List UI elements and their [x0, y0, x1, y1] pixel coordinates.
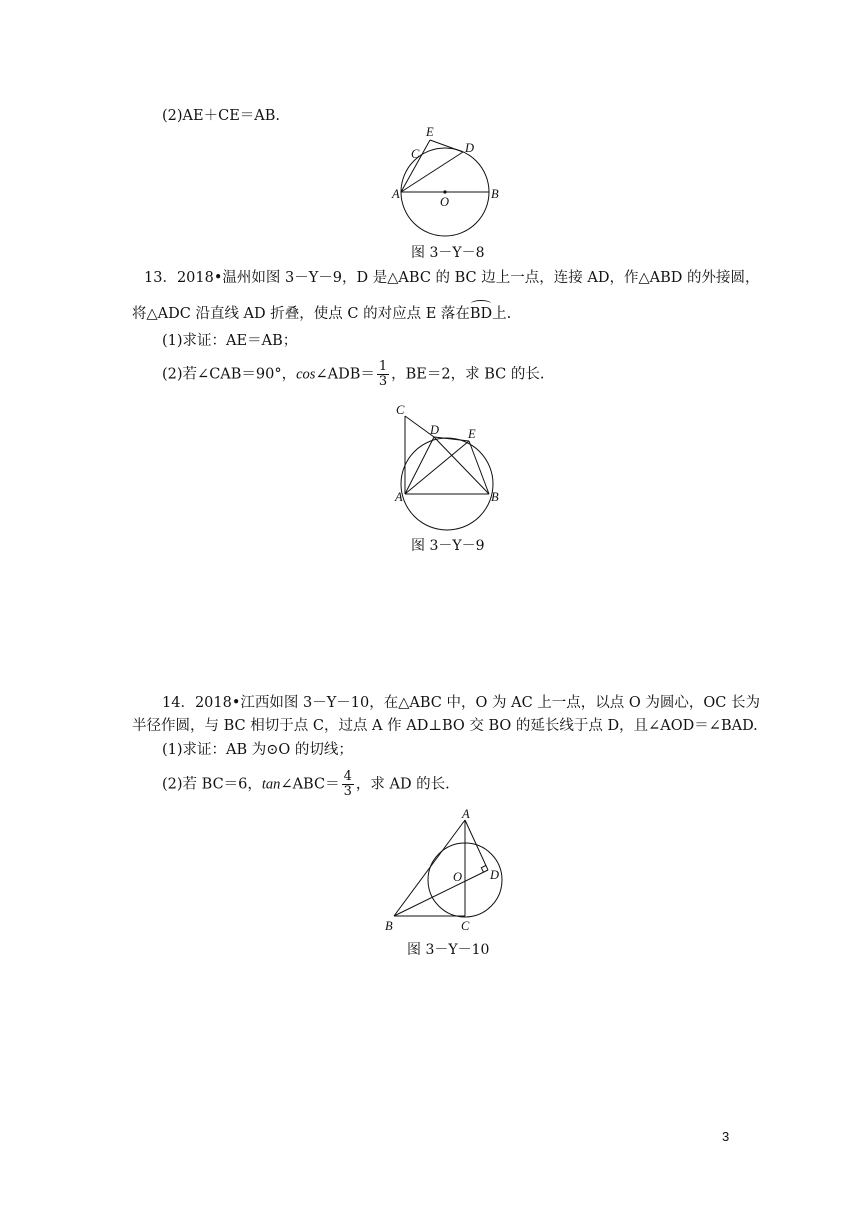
q13-line2-text-b: 上.	[492, 306, 512, 322]
q14-part2-b: ∠ABC＝	[280, 776, 340, 793]
figure-3-y-9	[390, 400, 510, 530]
page-number: 3	[722, 1129, 730, 1144]
q14-line2: 半径作圆，与 BC 相切于点 C，过点 A 作 AD⊥BO 交 BO 的延长线于点 D，且∠AOD＝∠BAD.	[132, 718, 758, 734]
q13-part2-b: ∠ADB＝	[315, 366, 375, 383]
fig9-label-d: D	[430, 423, 440, 437]
fig9-label-e: E	[468, 427, 476, 441]
q13-fraction	[377, 360, 389, 389]
q14-part2-c: ，求 AD 的长.	[355, 776, 450, 793]
fig10-label-o: O	[453, 870, 463, 884]
q13-line1: 13．2018•温州如图 3－Y－9，D 是△ABC 的 BC 边上一点，连接 AD，作△ABD 的外接圆，	[144, 270, 760, 286]
q14-frac-den: 3	[343, 784, 352, 799]
fig10-label-d: D	[490, 868, 500, 882]
fig8-label-d: D	[465, 141, 475, 155]
q14-part2-a: (2)若 BC＝6，	[162, 776, 262, 793]
q14-line1: 14．2018•江西如图 3－Y－10，在△ABC 中，O 为 AC 上一点，以点 O 为圆心，OC 长为	[162, 695, 760, 711]
fig8-caption: 图 3－Y－8	[411, 245, 485, 261]
fig8-label-c: C	[411, 147, 420, 161]
fig10-label-b: B	[385, 919, 393, 933]
fig8-label-o: O	[440, 195, 450, 209]
fig10-label-c: C	[461, 919, 470, 933]
q13-part2	[162, 360, 544, 389]
figure-3-y-10	[380, 808, 510, 936]
q13-line2	[132, 304, 511, 324]
q13-part2-trig: cos	[296, 366, 316, 383]
fig8-label-e: E	[426, 125, 434, 139]
fig10-caption: 图 3－Y－10	[407, 942, 490, 958]
fig9-label-a: A	[395, 490, 403, 504]
q13-part2-a: (2)若∠CAB＝90°，	[162, 366, 297, 383]
q14-fraction	[342, 770, 354, 799]
q13-line2-text-a: 将△ADC 沿直线 AD 折叠，使点 C 的对应点 E 落在	[132, 306, 470, 322]
q13-frac-den: 3	[378, 374, 388, 389]
fig9-label-c: C	[396, 403, 405, 417]
figure-3-y-8	[390, 122, 500, 212]
q13-arc-bd: BD	[469, 306, 493, 322]
q14-part1: (1)求证：AB 为⊙O 的切线；	[162, 742, 353, 758]
q13-part1: (1)求证：AE＝AB；	[162, 333, 298, 349]
q12-part2: (2)AE＋CE＝AB.	[162, 108, 281, 124]
fig9-caption: 图 3－Y－9	[411, 538, 485, 554]
fig10-label-a: A	[462, 807, 470, 821]
q14-part2-trig: tan	[261, 776, 281, 793]
fig9-label-b: B	[491, 490, 499, 504]
q13-part2-c: ，BE＝2，求 BC 的长.	[391, 366, 545, 383]
fig8-label-b: B	[491, 187, 499, 201]
q13-frac-num: 1	[378, 359, 388, 374]
fig8-label-a: A	[392, 187, 400, 201]
q14-frac-num: 4	[343, 769, 352, 784]
q14-part2	[162, 770, 450, 799]
